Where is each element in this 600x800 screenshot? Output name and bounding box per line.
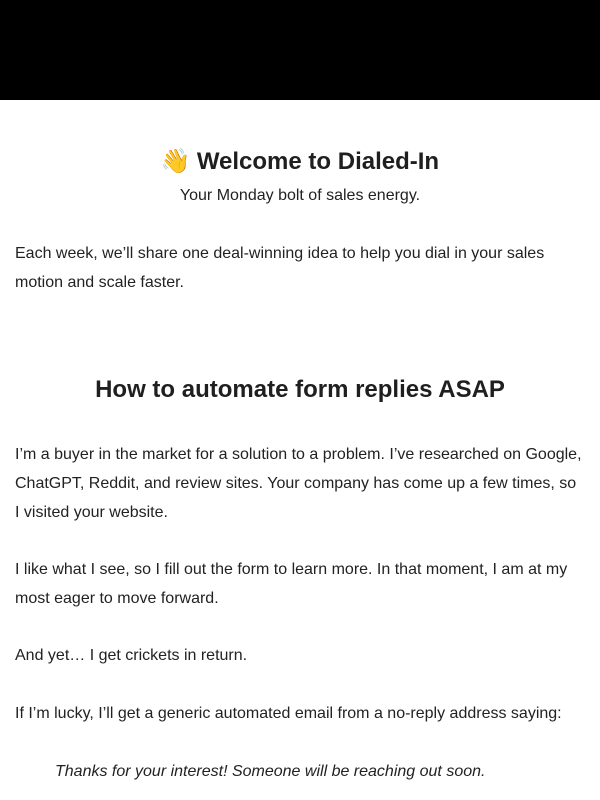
tagline: Your Monday bolt of sales energy. [179,187,421,204]
welcome-heading [15,146,585,177]
article-paragraph: I like what I see, so I fill out the form to learn more. In that moment, I am at my most eager to move forward. [15,561,568,607]
email-body [0,146,600,786]
quoted-reply: Thanks for your interest! Someone will be reaching out soon. [55,763,486,780]
waving-hand-icon: 👋 [160,147,191,175]
article-title: How to automate form replies ASAP [95,376,505,403]
article-paragraph: I’m a buyer in the market for a solution to a problem. I’ve researched on Google, ChatGPT, Reddit, and review sites. Your company has come up a few times, so I visited your website. [15,446,582,521]
article-paragraph: If I’m lucky, I’ll get a generic automated email from a no-reply address saying: [15,705,562,722]
header-banner [0,0,600,100]
intro-paragraph: Each week, we’ll share one deal-winning idea to help you dial in your sales motion and scale faster. [15,245,545,291]
welcome-title-text: Welcome to Dialed-In [196,148,440,175]
article-paragraph: And yet… I get crickets in return. [15,647,248,664]
